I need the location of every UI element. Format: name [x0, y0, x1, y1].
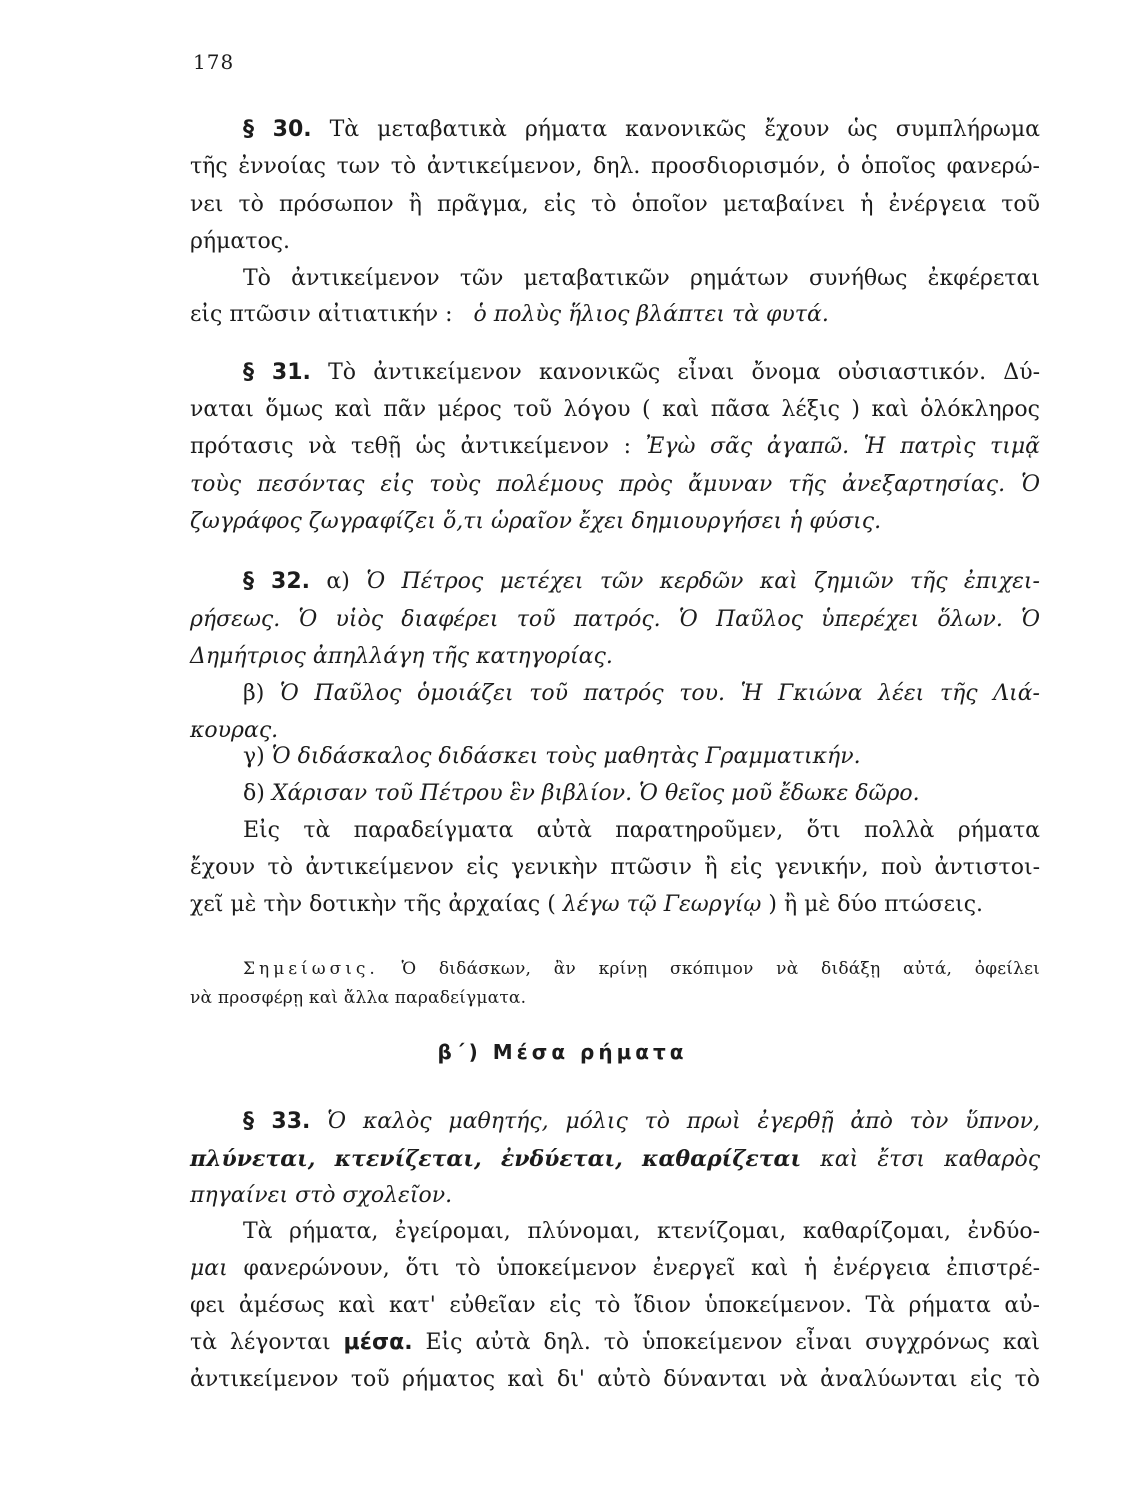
- s33-line-1: § 33. Ὁ καλὸς μαθητής, μόλις τὸ πρωὶ ἐγερθῇ ἀπὸ τὸν ὕπνον,: [243, 1109, 1041, 1134]
- section-33-number: § 33.: [243, 1109, 311, 1134]
- section-heading: β΄) Μέσα ρήματα: [437, 1040, 688, 1064]
- s31-line-5: ζωγράφος ζωγραφίζει ὅ,τι ὡραῖον ἔχει δημιουργήσει ἡ φύσις.: [190, 509, 882, 534]
- note-line-1: Σημείωσις. Ὁ διδάσκων, ἂν κρίνῃ σκόπιμον νὰ διδάξῃ αὐτά, ὀφείλει: [243, 959, 1040, 979]
- page-number: 178: [193, 50, 235, 74]
- s32-line-4: β) Ὁ Παῦλος ὁμοιάζει τοῦ πατρός του. Ἡ Γκιώνα λέει τῆς Λιά-: [243, 681, 1040, 706]
- s33-line-3: πηγαίνει στὸ σχολεῖον.: [190, 1183, 453, 1208]
- s31-line-2: ναται ὅμως καὶ πᾶν μέρος τοῦ λόγου ( καὶ πᾶσα λέξις ) καὶ ὁλόκληρος: [190, 397, 1040, 422]
- section-31-number: § 31.: [243, 360, 311, 385]
- s30-example: ὁ πολὺς ἥλιος βλάπτει τὰ φυτά.: [473, 302, 829, 327]
- s33-line-4: Τὰ ρήματα, ἐγείρομαι, πλύνομαι, κτενίζομαι, καθαρίζομαι, ἐνδύο-: [243, 1219, 1040, 1244]
- s32-line-9: ἔχουν τὸ ἀντικείμενον εἰς γενικὴν πτῶσιν ἢ εἰς γενικήν, ποὺ ἀντιστοι-: [190, 855, 1040, 880]
- s31-line-3: πρότασις νὰ τεθῇ ὡς ἀντικείμενον : Ἐγὼ σᾶς ἀγαπῶ. Ἡ πατρὶς τιμᾷ: [190, 434, 1040, 459]
- s32-line-6: γ) Ὁ διδάσκαλος διδάσκει τοὺς μαθητὰς Γραμματικήν.: [243, 744, 861, 769]
- s32-line-3: Δημήτριος ἀπηλλάγη τῆς κατηγορίας.: [190, 644, 613, 669]
- s33-line-5: μαι φανερώνουν, ὅτι τὸ ὑποκείμενον ἐνεργεῖ καὶ ἡ ἐνέργεια ἐπιστρέ-: [190, 1256, 1041, 1281]
- s33-line-8: ἀντικείμενον τοῦ ρήματος καὶ δι' αὐτὸ δύνανται νὰ ἀναλύωνται εἰς τὸ: [190, 1367, 1040, 1392]
- s33-line-7: τὰ λέγονται μέσα. Εἰς αὐτὰ δηλ. τὸ ὑποκείμενον εἶναι συγχρόνως καὶ: [190, 1330, 1040, 1355]
- s32-line-8: Εἰς τὰ παραδείγματα αὐτὰ παρατηροῦμεν, ὅτι πολλὰ ρήματα: [243, 818, 1040, 843]
- s30-line-3: νει τὸ πρόσωπον ἢ πρᾶγμα, εἰς τὸ ὁποῖον μεταβαίνει ἡ ἐνέργεια τοῦ: [190, 192, 1040, 217]
- s30-line-6: εἰς πτῶσιν αἰτιατικήν : ὁ πολὺς ἥλιος βλάπτει τὰ φυτά.: [190, 302, 829, 327]
- s31-line-4: τοὺς πεσόντας εἰς τοὺς πολέμους πρὸς ἄμυναν τῆς ἀνεξαρτησίας. Ὁ: [190, 472, 1040, 497]
- s32-line-2: ρήσεως. Ὁ υἱὸς διαφέρει τοῦ πατρός. Ὁ Παῦλος ὑπερέχει ὅλων. Ὁ: [190, 607, 1040, 632]
- s30-line-2: τῆς ἐννοίας των τὸ ἀντικείμενον, δηλ. προσδιορισμόν, ὁ ὁποῖος φανερώ-: [190, 154, 1040, 179]
- s32-line-10: χεῖ μὲ τὴν δοτικὴν τῆς ἀρχαίας ( λέγω τῷ Γεωργίῳ ) ἢ μὲ δύο πτώσεις.: [190, 892, 984, 917]
- note-label: Σημείωσις.: [243, 959, 379, 979]
- s32-line-1: § 32. α) Ὁ Πέτρος μετέχει τῶν κερδῶν καὶ ζημιῶν τῆς ἐπιχει-: [243, 569, 1040, 594]
- section-30-number: § 30.: [243, 117, 312, 142]
- s30-line-4: ρήματος.: [190, 229, 290, 254]
- s33-line-6: φει ἀμέσως καὶ κατ' εὐθεῖαν εἰς τὸ ἴδιον ὑποκείμενον. Τὰ ρήματα αὐ-: [190, 1293, 1040, 1318]
- s32-line-5: κουρας.: [190, 718, 279, 743]
- s33-line-2: πλύνεται, κτενίζεται, ἐνδύεται, καθαρίζεται καὶ ἔτσι καθαρὸς: [190, 1146, 1041, 1172]
- note-line-2: νὰ προσφέρῃ καὶ ἄλλα παραδείγματα.: [190, 988, 527, 1008]
- s31-line-1: § 31. Τὸ ἀντικείμενον κανονικῶς εἶναι ὄνομα οὐσιαστικόν. Δύ-: [243, 360, 1040, 385]
- section-32-number: § 32.: [243, 569, 311, 594]
- s32-line-7: δ) Χάρισαν τοῦ Πέτρου ἓν βιβλίον. Ὁ θεῖος μοῦ ἔδωκε δῶρο.: [243, 781, 920, 806]
- s30-line-5: Τὸ ἀντικείμενον τῶν μεταβατικῶν ρημάτων συνήθως ἐκφέρεται: [243, 266, 1040, 291]
- s30-line-1: § 30. Τὰ μεταβατικὰ ρήματα κανονικῶς ἔχουν ὡς συμπλήρωμα: [243, 117, 1040, 142]
